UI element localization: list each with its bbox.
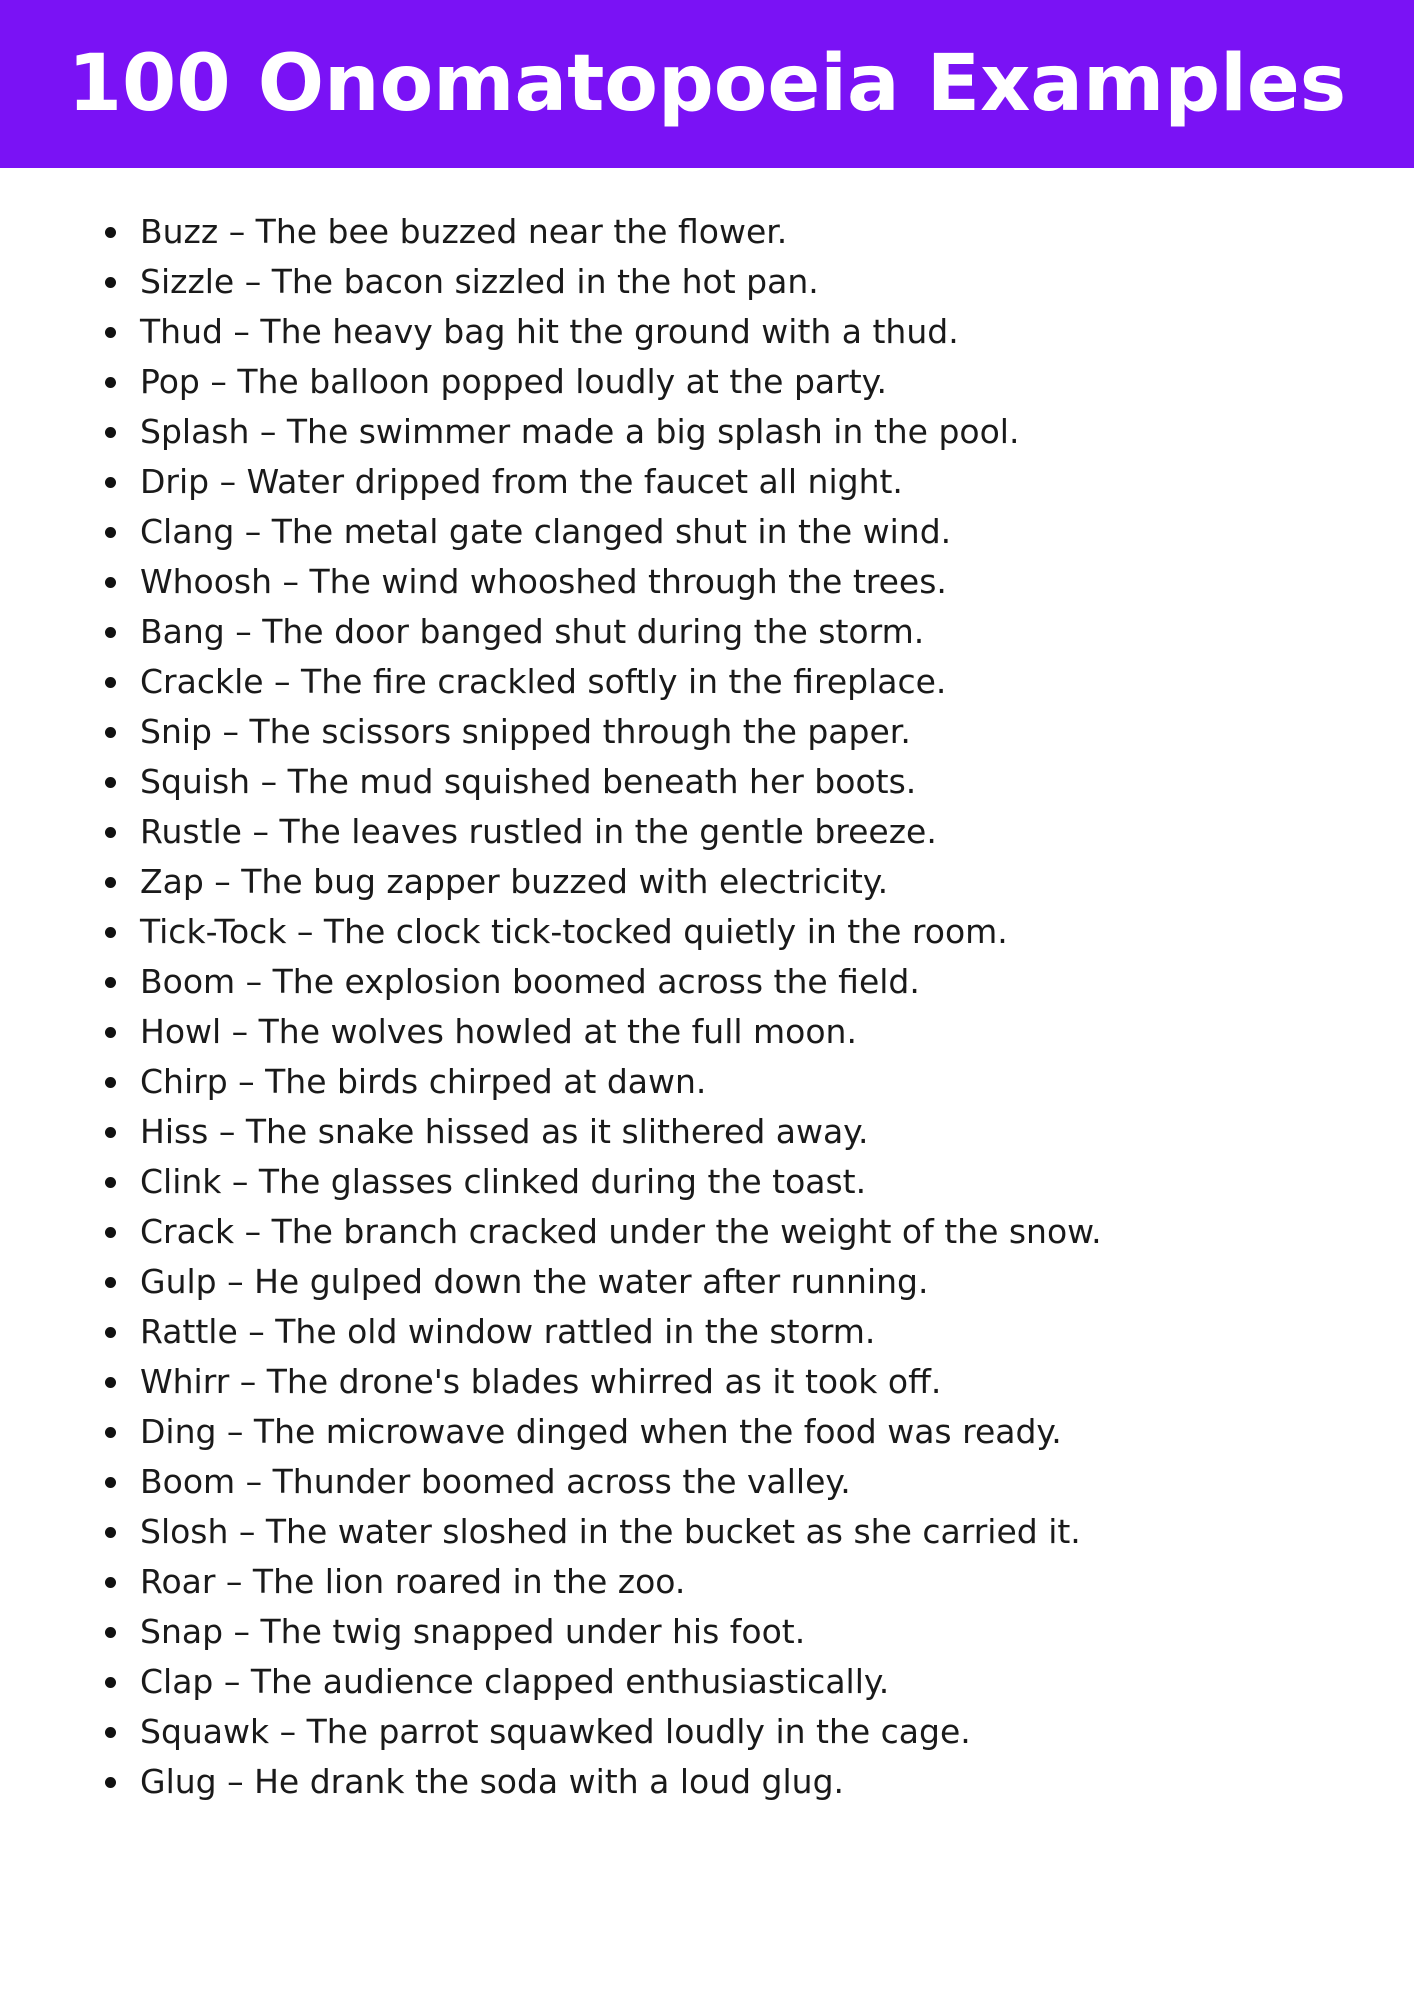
list-item	[0, 657, 1414, 707]
list-item	[0, 1007, 1414, 1057]
bullet-icon	[105, 1727, 116, 1738]
bullet-icon	[105, 1527, 116, 1538]
list-item	[0, 957, 1414, 1007]
list-item	[0, 1057, 1414, 1107]
bullet-icon	[105, 1277, 116, 1288]
bullet-icon	[105, 977, 116, 988]
bullet-icon	[105, 877, 116, 888]
bullet-icon	[105, 1627, 116, 1638]
list-item	[0, 407, 1414, 457]
list-item	[0, 507, 1414, 557]
list-item-text: Clap – The audience clapped enthusiastically.	[140, 1662, 890, 1701]
bullet-icon	[105, 427, 116, 438]
list-item-text: Chirp – The birds chirped at dawn.	[140, 1062, 707, 1101]
list-item	[0, 1157, 1414, 1207]
bullet-icon	[105, 627, 116, 638]
list-item	[0, 457, 1414, 507]
bullet-icon	[105, 327, 116, 338]
list-item-text: Splash – The swimmer made a big splash in the pool.	[140, 412, 1020, 451]
list-item	[0, 1307, 1414, 1357]
list-item-text: Squawk – The parrot squawked loudly in the cage.	[140, 1712, 971, 1751]
list-item-text: Buzz – The bee buzzed near the flower.	[140, 212, 788, 251]
list-item	[0, 1757, 1414, 1807]
list-item	[0, 1557, 1414, 1607]
list-item	[0, 1657, 1414, 1707]
list-item-text: Drip – Water dripped from the faucet all night.	[140, 462, 903, 501]
list-item	[0, 757, 1414, 807]
list-item	[0, 907, 1414, 957]
bullet-icon	[105, 827, 116, 838]
list-item	[0, 1707, 1414, 1757]
list-item	[0, 1457, 1414, 1507]
list-item-text: Crack – The branch cracked under the weight of the snow.	[140, 1212, 1102, 1251]
list-item-text: Rustle – The leaves rustled in the gentle breeze.	[140, 812, 937, 851]
bullet-icon	[105, 927, 116, 938]
list-item-text: Howl – The wolves howled at the full moon.	[140, 1012, 857, 1051]
bullet-icon	[105, 377, 116, 388]
list-item-text: Snip – The scissors snipped through the paper.	[140, 712, 911, 751]
list-item-text: Snap – The twig snapped under his foot.	[140, 1612, 806, 1651]
list-item-text: Boom – Thunder boomed across the valley.	[140, 1462, 851, 1501]
list-item-text: Squish – The mud squished beneath her boots.	[140, 762, 917, 801]
list-item-text: Bang – The door banged shut during the storm.	[140, 612, 925, 651]
bullet-icon	[105, 1777, 116, 1788]
bullet-icon	[105, 677, 116, 688]
bullet-icon	[105, 227, 116, 238]
list-item-text: Pop – The balloon popped loudly at the party.	[140, 362, 887, 401]
bullet-icon	[105, 1577, 116, 1588]
list-item	[0, 257, 1414, 307]
list-item-text: Gulp – He gulped down the water after running.	[140, 1262, 929, 1301]
list-item	[0, 707, 1414, 757]
list-item-text: Rattle – The old window rattled in the storm.	[140, 1312, 876, 1351]
list-item	[0, 607, 1414, 657]
bullet-icon	[105, 1177, 116, 1188]
list-item-text: Zap – The bug zapper buzzed with electricity.	[140, 862, 889, 901]
bullet-icon	[105, 277, 116, 288]
list-item-text: Crackle – The fire crackled softly in the fireplace.	[140, 662, 947, 701]
list-item	[0, 357, 1414, 407]
bullet-icon	[105, 777, 116, 788]
list-item	[0, 557, 1414, 607]
list-item-text: Thud – The heavy bag hit the ground with a thud.	[140, 312, 959, 351]
bullet-icon	[105, 577, 116, 588]
list-item-text: Ding – The microwave dinged when the food was ready.	[140, 1412, 1062, 1451]
list-item	[0, 207, 1414, 257]
title-banner	[0, 0, 1414, 168]
list-item	[0, 1607, 1414, 1657]
bullet-icon	[105, 1427, 116, 1438]
bullet-icon	[105, 1477, 116, 1488]
list-item-text: Clink – The glasses clinked during the toast.	[140, 1162, 867, 1201]
bullet-icon	[105, 1027, 116, 1038]
list-item-text: Roar – The lion roared in the zoo.	[140, 1562, 686, 1601]
examples-list	[0, 207, 1414, 1807]
list-item	[0, 307, 1414, 357]
list-item	[0, 1357, 1414, 1407]
bullet-icon	[105, 1327, 116, 1338]
list-item-text: Clang – The metal gate clanged shut in the wind.	[140, 512, 952, 551]
list-item-text: Whirr – The drone's blades whirred as it took off.	[140, 1362, 942, 1401]
bullet-icon	[105, 477, 116, 488]
list-item-text: Whoosh – The wind whooshed through the trees.	[140, 562, 947, 601]
bullet-icon	[105, 1227, 116, 1238]
list-item	[0, 1107, 1414, 1157]
page-title: 100 Onomatopoeia Examples	[67, 39, 1347, 129]
list-item-text: Glug – He drank the soda with a loud glug.	[140, 1762, 845, 1801]
bullet-icon	[105, 1677, 116, 1688]
bullet-icon	[105, 1377, 116, 1388]
bullet-icon	[105, 527, 116, 538]
list-item	[0, 807, 1414, 857]
list-item	[0, 1407, 1414, 1457]
bullet-icon	[105, 727, 116, 738]
list-item	[0, 1257, 1414, 1307]
list-item	[0, 857, 1414, 907]
bullet-icon	[105, 1077, 116, 1088]
list-item-text: Sizzle – The bacon sizzled in the hot pan.	[140, 262, 819, 301]
list-item-text: Slosh – The water sloshed in the bucket as she carried it.	[140, 1512, 1081, 1551]
list-item	[0, 1507, 1414, 1557]
list-item-text: Tick-Tock – The clock tick-tocked quietly in the room.	[140, 912, 1008, 951]
list-item	[0, 1207, 1414, 1257]
bullet-icon	[105, 1127, 116, 1138]
list-item-text: Hiss – The snake hissed as it slithered away.	[140, 1112, 869, 1151]
list-item-text: Boom – The explosion boomed across the field.	[140, 962, 920, 1001]
